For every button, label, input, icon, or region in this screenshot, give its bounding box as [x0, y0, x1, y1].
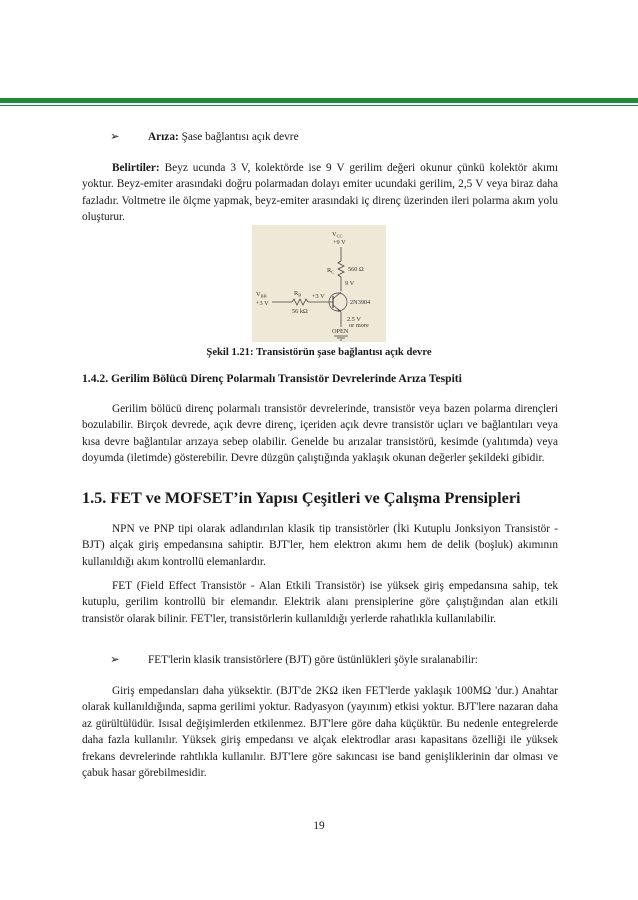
- advantages-bullet: FET'lerin klasik transistörlere (BJT) göre üstünlükleri şöyle sıralanabilir:: [148, 654, 478, 666]
- section-15-para3: Giriş empedansları daha yüksektir. (BJT'de 2KΩ iken FET'lerde yaklaşık 100MΩ 'dur.) Anahtar olarak kullanıldığında, sapma gerilimi yoktur. Radyasyon (yayınım) etkisi yoktur. BJT'lere nazaran daha az gürültülüdür. Isısal değişimlerden etkilenmez. BJT'lere göre daha küçüktür. Bu nedenle entegrelerde daha fazla kullanılır. Yüksek giriş empedansı ve alçak elektrodlar arası kapasitans özelliği ile yüksek frekans devrelerinde rahtlıkla kullanılır. BJT'lere göre sakıncası ise band genişliklerinin dar olması ve çabuk hasar görebilmesidir.: [82, 685, 558, 780]
- rb-label: $R_B$: [294, 290, 302, 298]
- section-142-title: 1.4.2. Gerilim Bölücü Direnç Polarmalı Transistör Devrelerinde Arıza Tespiti: [82, 372, 462, 385]
- figure-caption: Şekil 1.21: Transistörün şase bağlantısı açık devre: [206, 347, 432, 358]
- section-15-para2: FET (Field Effect Transistör - Alan Etkili Transistör) ise yüksek giriş empedansına sahip, tek kutuplu, gerilim kontrollü bir elemandır. Elektrik alanı prensiplerine göre çalıştığından alan etkili transistör olarak bilinir. FET'ler, transistörlerin kullanıldığı yerlerde rahatlıkla kullanılabilir.: [82, 580, 558, 625]
- fault-text: Şase bağlantısı açık devre: [181, 131, 299, 143]
- bullet-arrow-icon: ➢: [110, 131, 120, 143]
- bullet-arrow-icon: ➢: [110, 654, 120, 666]
- vcc-label: $V_{CC}$: [332, 231, 343, 239]
- vbb-value: +3 V: [256, 300, 269, 307]
- section-15-para1: NPN ve PNP tipi olarak adlandırılan klasik tip transistörler (İki Kutuplu Jonksiyon Transistör - BJT) alçak giriş empedansına sahiptir. BJT'ler, hem elektron akımı hem de delik (boşluk) akımının kullanıldığı akım kontrollü elemanlardır.: [82, 523, 558, 568]
- header-rule-thin: [0, 105, 638, 106]
- emitter-voltage: 2.5 V: [347, 316, 361, 323]
- section-15-title: 1.5. FET ve MOFSET’in Yapısı Çeşitleri ve Çalışma Prensipleri: [82, 489, 521, 507]
- header-rule-thick: [0, 98, 638, 103]
- vcc-value: +9 V: [333, 239, 346, 246]
- vbb-label: $V_{BB}$: [256, 291, 267, 299]
- section-142-body: Gerilim bölücü direnç polarmalı transistör devrelerinde, transistör veya bazen polarma dirençleri bozulabilir. Birçok devrede, açık devre direnç, içeriden açık devre transistör uçları ve bağlantıları veya kısa devre bağlantılar arızaya sebep olabilir. Genelde bu arızalar transistörü, kesimde (yalıtımda) veya doyumda (iletimde) gösterebilir. Devre düzgün çalıştığında yaklaşık okunan değerler şekildeki gibidir.: [82, 403, 558, 465]
- open-label: OPEN: [332, 328, 349, 335]
- rc-value: 560 Ω: [348, 266, 364, 273]
- rb-value: 56 kΩ: [292, 308, 308, 315]
- base-voltage: +3 V: [312, 293, 325, 300]
- rc-label: $R_C$: [327, 267, 335, 275]
- collector-voltage: 9 V: [345, 280, 355, 287]
- symptoms-text: Beyz ucunda 3 V, kolektörde ise 9 V gerilim değeri okunur çünkü kolektör akımı yoktur. Beyz-emiter arasındaki doğru polarmadan dolayı emiter ucundaki gerilim, 2,5 V veya biraz daha fazladır. Voltmetre ile ölçme yapmak, beyz-emiter arasındaki iç direnç üzerinden ileri polarma akım yolu oluşturur.: [82, 162, 558, 224]
- circuit-figure: [252, 225, 386, 342]
- emitter-note: or more: [349, 322, 369, 329]
- transistor-label: 2N3904: [350, 299, 371, 306]
- fault-line: [148, 129, 299, 145]
- circuit-diagram: [252, 225, 386, 342]
- symptoms-paragraph: [82, 160, 558, 226]
- page-number: 19: [313, 820, 325, 832]
- fault-label: Arıza:: [148, 131, 179, 143]
- symptoms-label: Belirtiler:: [112, 162, 160, 174]
